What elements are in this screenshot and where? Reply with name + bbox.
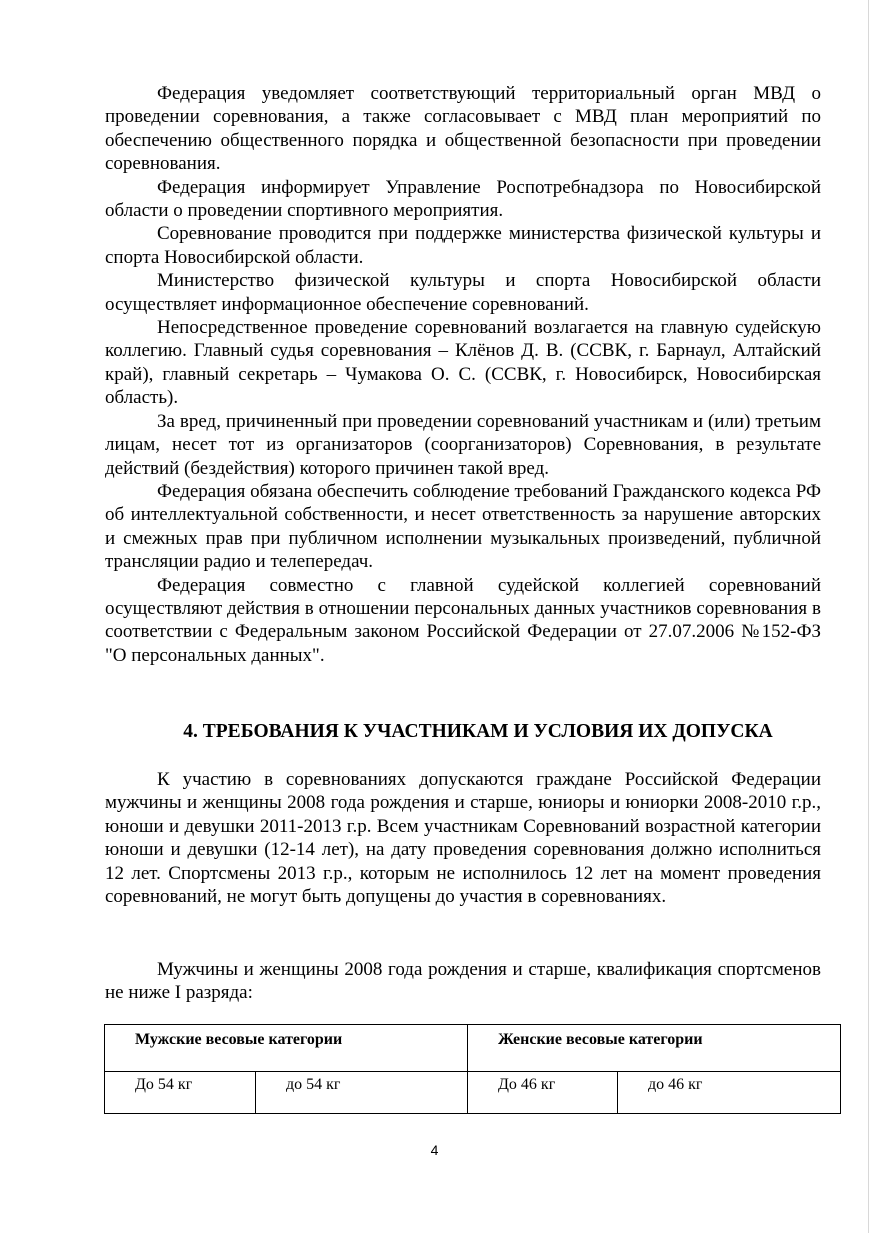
paragraph-personal-data: Федерация совместно с главной судейской коллегией соревнований осуществляют действия в отношении персональных данных участников соревнования в соответствии с Федеральным законом Российской Федерации от 27.07.2006 №152-ФЗ "О персональных данных". [105, 574, 821, 666]
paragraph-ministry-support: Соревнование проводится при поддержке министерства физической культуры и спорта Новосибирской области. [105, 223, 821, 268]
table-cell: до 46 кг [618, 1072, 841, 1114]
paragraph-judges-panel: Непосредственное проведение соревнований возлагается на главную судейскую коллегию. Главный судья соревнования – Клёнов Д. В. (ССВК, г. Барнаул, Алтайский край), главный секретарь – Чумакова О. С. (ССВК, г. Новосибирск, Новосибирская область). [105, 317, 821, 409]
paragraph-admission: К участию в соревнованиях допускаются граждане Российской Федерации мужчины и женщины 2008 года рождения и старше, юниоры и юниорки 2008-2010 г.р., юноши и девушки 2011-2013 г.р. Всем участникам Соревнований возрастной категории юноши и девушки (12-14 лет), на дату проведения соревнования должно исполниться 12 лет. Спортсмены 2013 г.р., которым не исполнилось 12 лет на момент проведения соревнований, не могут быть допущены до участия в соревнованиях. [105, 769, 821, 908]
table-cell: До 54 кг [105, 1072, 256, 1114]
men-categories-header: Мужские весовые категории [105, 1025, 468, 1072]
women-categories-header: Женские весовые категории [468, 1025, 841, 1072]
table-row [105, 1072, 841, 1114]
page-number: 4 [430, 1142, 439, 1158]
weight-categories-table [104, 1024, 841, 1114]
paragraph-rospotrebnadzor: Федерация информирует Управление Роспотребнадзора по Новосибирской области о проведении спортивного мероприятия. [105, 176, 821, 222]
paragraph-information-support: Министерство физической культуры и спорта Новосибирской области осуществляет информационное обеспечение соревнований. [105, 270, 821, 315]
paragraph-mvd-notification: Федерация уведомляет соответствующий территориальный орган МВД о проведении соревнования, а также согласовывает с МВД план мероприятий по обеспечению общественного порядка и общественной безопасности при проведении соревнования. [105, 83, 821, 175]
paragraph-liability: За вред, причиненный при проведении соревнований участникам и (или) третьим лицам, несет тот из организаторов (соорганизаторов) Соревнования, в результате действий (бездействия) которого причинен такой вред. [105, 410, 821, 479]
section-heading: 4. ТРЕБОВАНИЯ К УЧАСТНИКАМ И УСЛОВИЯ ИХ ДОПУСКА [183, 721, 773, 742]
organization-paragraphs [105, 82, 821, 667]
table-cell: До 46 кг [468, 1072, 618, 1114]
table-header-row [105, 1025, 841, 1072]
participants-section [105, 768, 821, 908]
paragraph-qualification: Мужчины и женщины 2008 года рождения и старше, квалификация спортсменов не ниже I разряда: [105, 959, 821, 1004]
table-cell: до 54 кг [256, 1072, 468, 1114]
paragraph-intellectual-property: Федерация обязана обеспечить соблюдение требований Гражданского кодекса РФ об интеллектуальной собственности, и несет ответственность за нарушение авторских и смежных прав при публичном исполнении музыкальных произведений, публичной трансляции радио и телепередач. [105, 480, 821, 573]
